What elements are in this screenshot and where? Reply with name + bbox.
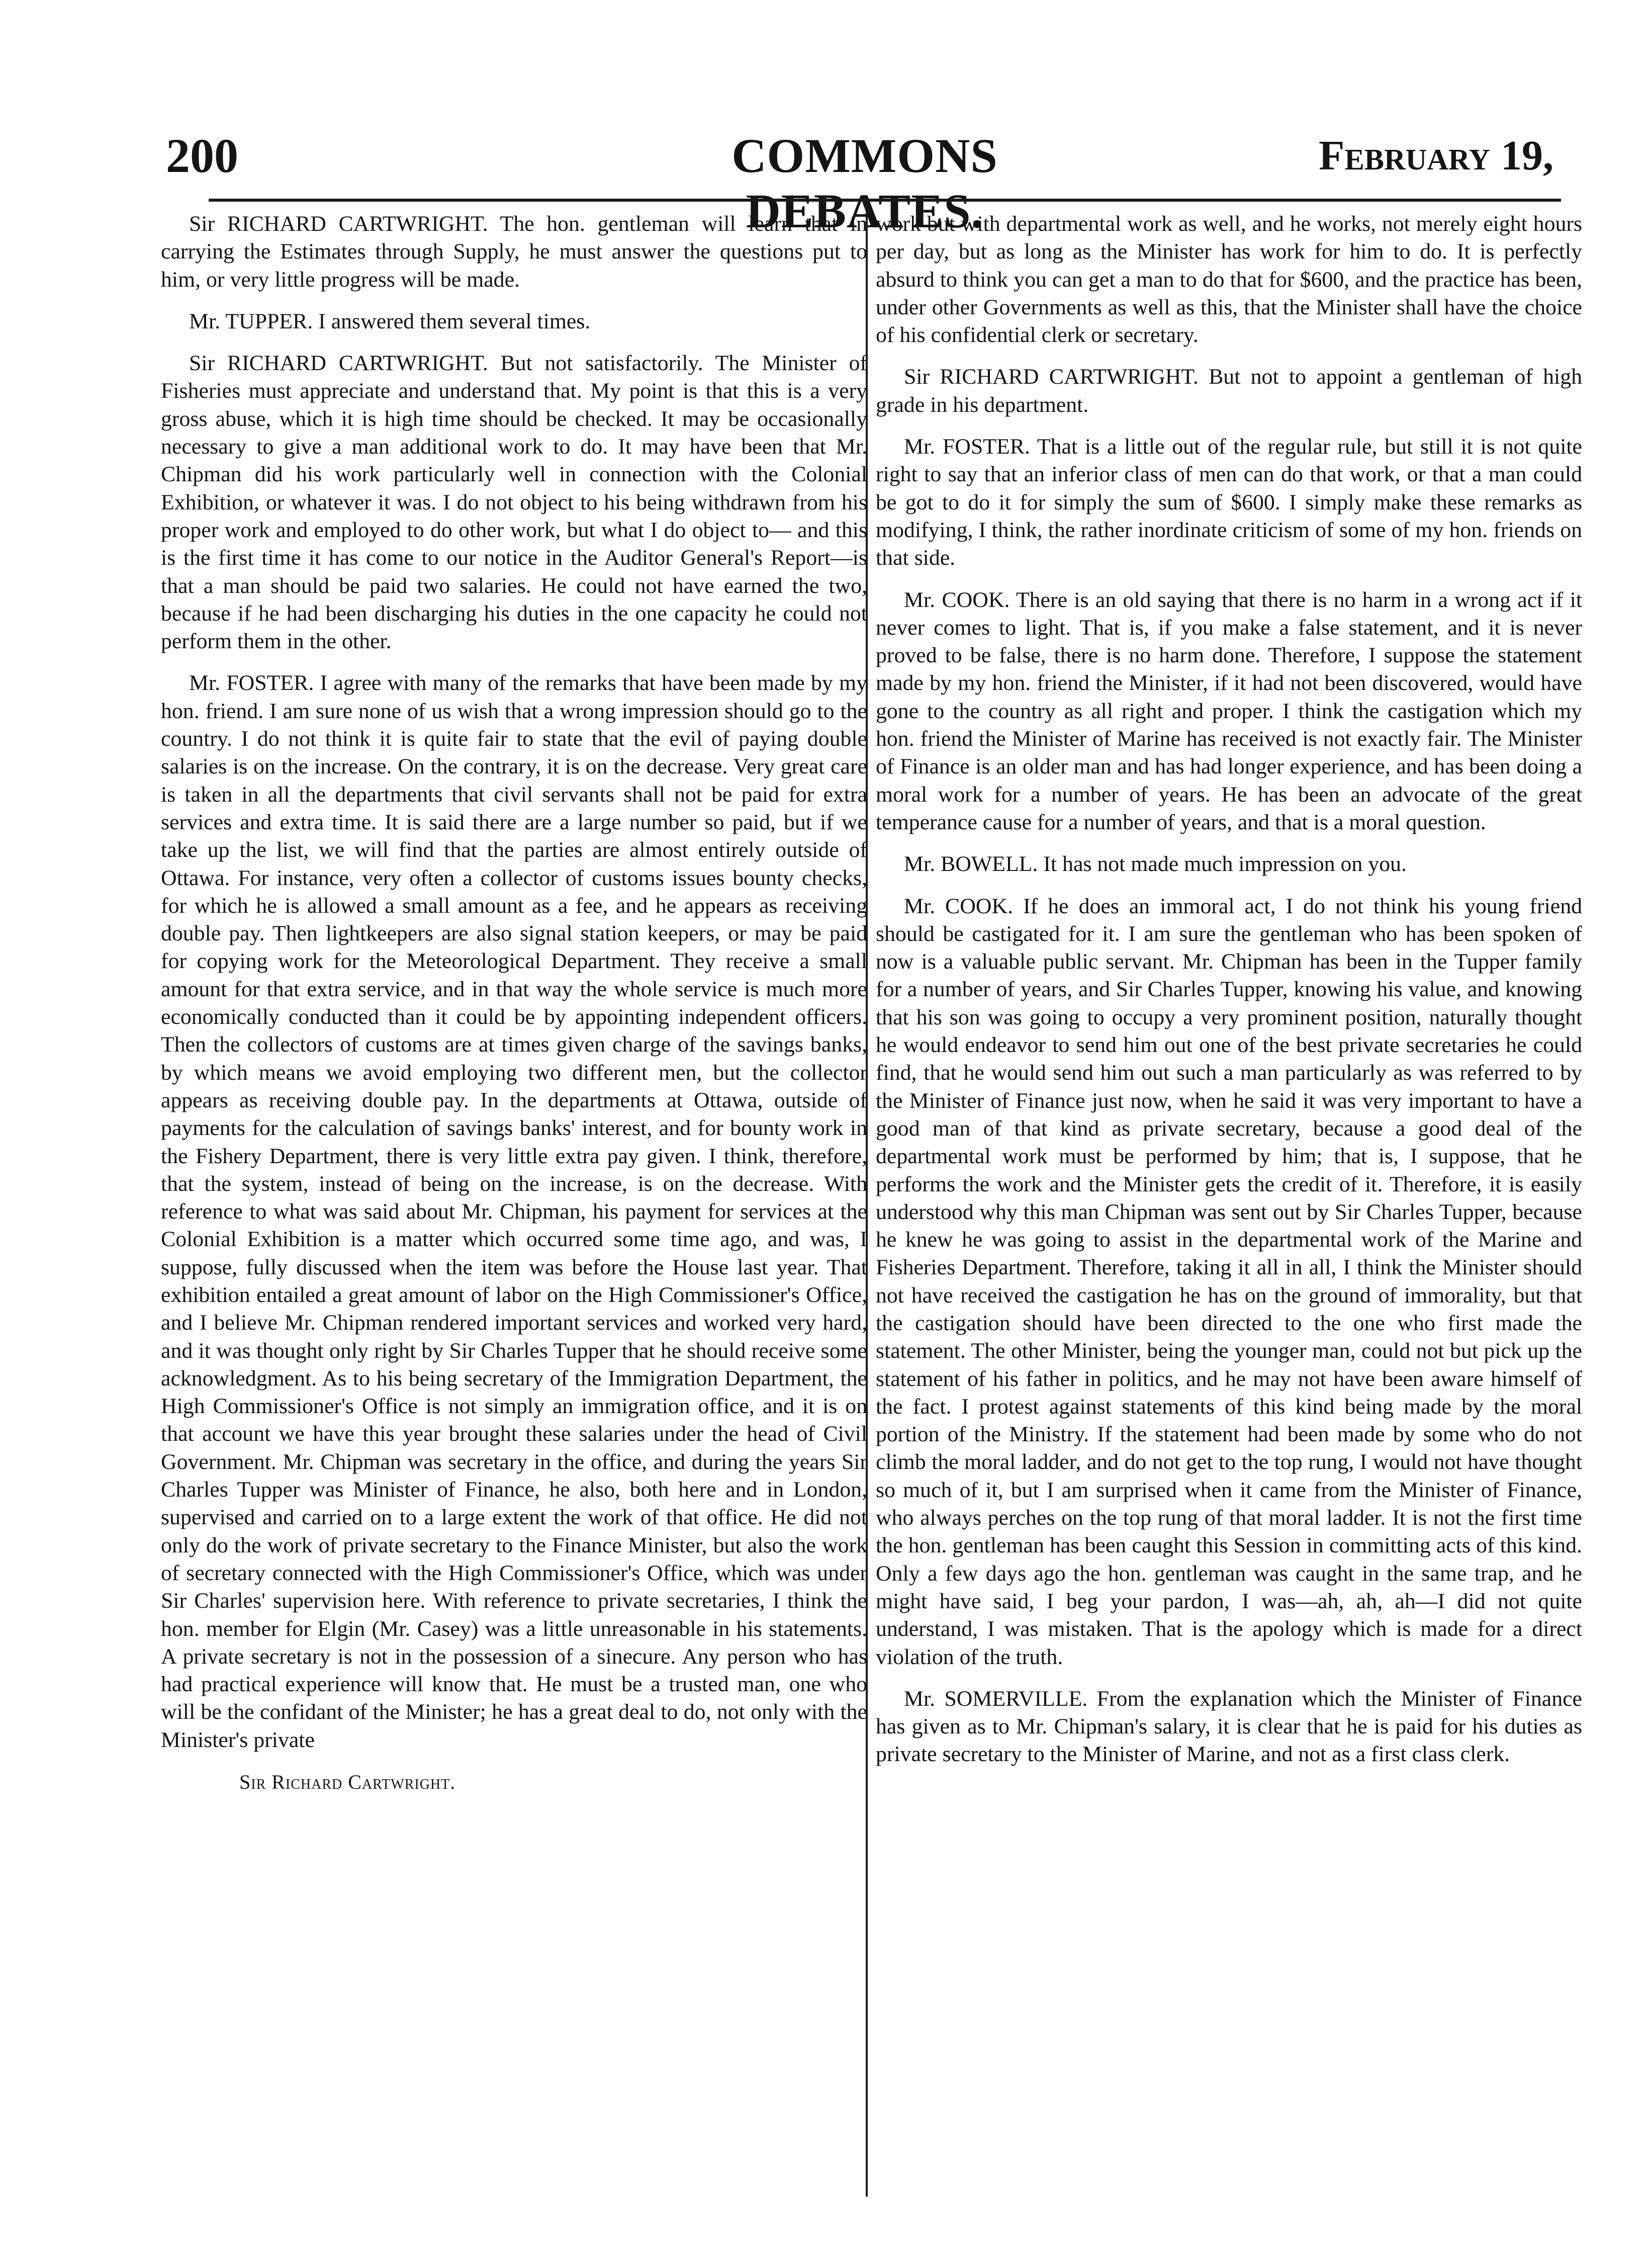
page-number: 200: [166, 129, 238, 183]
speech-paragraph: Mr. BOWELL. It has not made much impression on you.: [904, 852, 1407, 877]
speech-paragraph: Sir RICHARD CARTWRIGHT. But not satisfactorily. The Minister of Fisheries must appreciate and understand that. My point is that this is a very gross abuse, which it is high time should be checked. It may be occasionally necessary to give a man additional work to do. It may have been that Mr. Chipman did his work particularly well in connection with the Colonial Exhibition, or whatever it was. I do not object to his being withdrawn from his proper work and employed to do other work, but what I do object to— and this is the first time it has come to our notice in the Auditor General's Report—is that a man should be paid two salaries. He could not have earned the two, because if he had been discharging his duties in the one capacity he could not perform them in the other.: [161, 351, 867, 654]
right-column: [876, 210, 1582, 1783]
page-date: February 19,: [1319, 132, 1553, 179]
speech-paragraph: Mr. TUPPER. I answered them several times.: [189, 309, 591, 333]
page-title: COMMONS DEBATES.: [731, 129, 998, 238]
speech-continuation: work but with departmental work as well, and he works, not merely eight hours per day, but as long as the Minister has work for him to do. It is perfectly absurd to think you can get a man to do that for $600, and the practice has been, under other Governments as well as this, that the Minister shall have the choice of his confidential clerk or secretary.: [876, 212, 1582, 347]
speech-paragraph: Mr. COOK. There is an old saying that there is no harm in a wrong act if it never comes to light. That is, if you make a false statement, and it is never proved to be false, there is no harm done. Therefore, I suppose the statement made by my hon. friend the Minister, if it had not been discovered, would have gone to the country as all right and proper. I think the castigation which my hon. friend the Minister of Marine has received is not exactly fair. The Minister of Finance is an older man and has had longer experience, and has been doing a moral work for a number of years. He has been an advocate of the great temperance cause for a number of years, and that is a moral question.: [876, 587, 1582, 834]
speech-paragraph: Mr. FOSTER. I agree with many of the remarks that have been made by my hon. friend. I am sure none of us wish that a wrong impression should go to the country. I do not think it is quite fair to state that the evil of paying double salaries is on the increase. On the contrary, it is on the decrease. Very great care is taken in all the departments that civil servants shall not be paid for extra services and extra time. It is said there are a large number so paid, but if we take up the list, we will find that the parties are almost entirely outside of Ottawa. For instance, very often a collector of customs issues bounty checks, for which he is allowed a small amount as a fee, and he appears as receiving double pay. Then lightkeepers are also signal station keepers, or may be paid for copying work for the Meteorological Department. They receive a small amount for that extra service, and in that way the whole service is much more economically conducted than it could be by appointing independent officers. Then the collectors of customs are at times given charge of the savings banks, by which means we avoid employing two different men, but the collector appears as receiving double pay. In the departments at Ottawa, outside of payments for the calculation of savings banks' interest, and for bounty work in the Fishery Department, there is very little extra pay given. I think, therefore, that the system, instead of being on the increase, is on the decrease. With reference to what was said about Mr. Chipman, his payment for services at the Colonial Exhibition is a matter which occurred some time ago, and was, I suppose, fully discussed when the item was before the House last year. That exhibition entailed a great amount of labor on the High Commissioner's Office, and I believe Mr. Chipman rendered important services and worked very hard, and it was thought only right by Sir Charles Tupper that he should receive some acknowledgment. As to his being secretary of the Immigration Department, the High Commissioner's Office is not simply an immigration office, and it is on that account we have this year brought these salaries under the head of Civil Government. Mr. Chipman was secretary in the office, and during the years Sir Charles Tupper was Minister of Finance, he also, both here and in London, supervised and carried on to a large extent the work of that office. He did not only do the work of private secretary to the Finance Minister, but also the work of secretary connected with the High Commissioner's Office, which was under Sir Charles' supervision here. With reference to private secretaries, I think the hon. member for Elgin (Mr. Casey) was a little unreasonable in his statements. A private secretary is not in the possession of a sinecure. Any person who has had practical experience will know that. He must be a trusted man, one who will be the confidant of the Minister; he has a great deal to do, not only with the Minister's private: [161, 671, 867, 1752]
speech-paragraph: Mr. COOK. If he does an immoral act, I do not think his young friend should be castigated for it. I am sure the gentleman who has been spoken of now is a valuable public servant. Mr. Chipman has been in the Tupper family for a number of years, and Sir Charles Tupper, knowing his value, and knowing that his son was going to occupy a very prominent position, naturally thought he would endeavor to send him out one of the best private secretaries he could find, that he would send him out such a man particularly as was referred to by the Minister of Finance just now, when he said it was very important to have a good man of that kind as private secretary, because a good deal of the departmental work must be performed by him; that is, I suppose, that he performs the work and the Minister gets the credit of it. Therefore, it is easily understood why this man Chipman was sent out by Sir Charles Tupper, because he knew he was going to assist in the departmental work of the Marine and Fisheries Department. Therefore, taking it all in all, I think the Minister should not have received the castigation he has on the ground of immorality, but that the castigation should have been directed to the one who first made the statement. The other Minister, being the younger man, could not but pick up the statement of his father in politics, and he may not have been aware himself of the fact. I protest against statements of this kind being made by the moral portion of the Ministry. If the statement had been made by some who do not climb the moral ladder, and do not get to the top rung, I would not have thought so much of it, but I am surprised when it came from the Minister of Finance, who always perches on the top rung of that moral ladder. It is not the first time the hon. gentleman has been caught this Session in committing acts of this kind. Only a few days ago the hon. gentleman was caught in the same trap, and he might have said, I beg your pardon, I was—ah, ah, ah—I did not quite understand, I was mistaken. That is the apology which is made for a direct violation of the truth.: [876, 894, 1582, 1669]
header-rule: [209, 199, 1561, 202]
page-header: [166, 128, 1553, 238]
speech-paragraph: Sir RICHARD CARTWRIGHT. But not to appoint a gentleman of high grade in his department.: [876, 365, 1582, 417]
catchword: Sir Richard Cartwright.: [239, 1771, 456, 1794]
speech-paragraph: Mr. FOSTER. That is a little out of the regular rule, but still it is not quite right to say that an inferior class of men can do that work, or that a man could be got to do it for simply the sum of $600. I simply make these remarks as modifying, I think, the rather inordinate criticism of some of my hon. friends on that side.: [876, 434, 1582, 570]
left-column: [161, 210, 867, 1810]
speech-paragraph: Sir RICHARD CARTWRIGHT. The hon. gentleman will learn that in carrying the Estimates through Supply, he must answer the questions put to him, or very little progress will be made.: [161, 212, 867, 292]
speech-paragraph: Mr. SOMERVILLE. From the explanation which the Minister of Finance has given as to Mr. Chipman's salary, it is clear that he is paid for his duties as private secretary to the Minister of Marine, and not as a first class clerk.: [876, 1686, 1582, 1767]
